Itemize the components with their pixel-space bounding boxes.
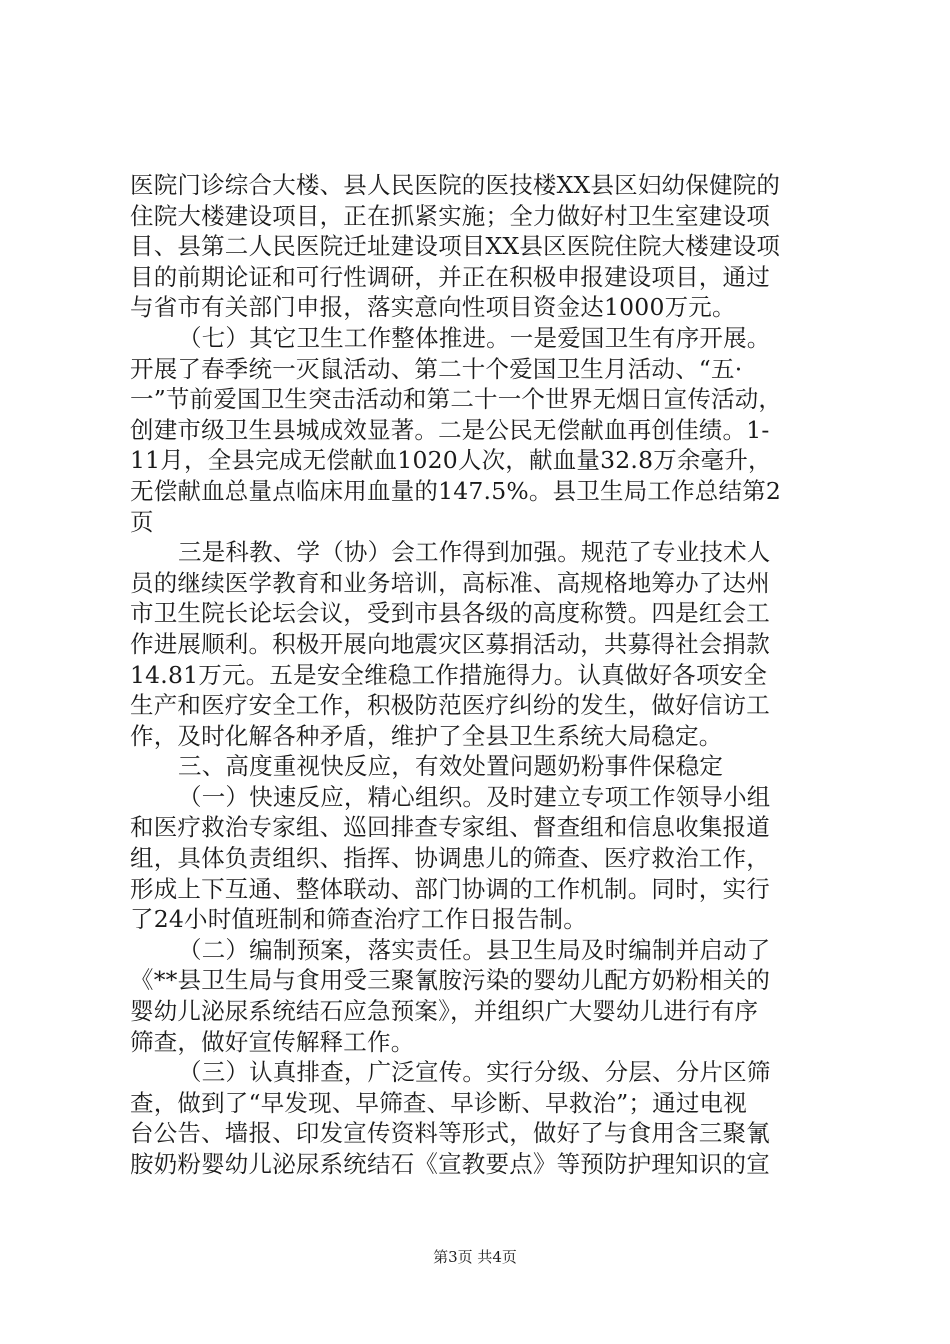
section-heading-3: 三、高度重视快反应，有效处置问题奶粉事件保稳定 (178, 752, 724, 781)
text-line: 筛查，做好宣传解释工作。 (130, 1027, 415, 1056)
text-line: 台公告、墙报、印发宣传资料等形式，做好了与食用含三聚氰 (130, 1119, 770, 1148)
paragraph-start: 三是科教、学（协）会工作得到加强。规范了专业技术人 (178, 538, 771, 567)
text-line: 形成上下互通、整体联动、部门协调的工作机制。同时，实行 (130, 874, 770, 903)
paragraph-heading-7: （七）其它卫生工作整体推进。一是爱国卫生有序开展。 (178, 323, 771, 352)
paragraph-heading-3: （三）认真排查，广泛宣传。实行分级、分层、分片区筛 (178, 1058, 771, 1087)
text-line: 市卫生院长论坛会议，受到市县各级的高度称赞。四是红会工 (130, 599, 770, 628)
text-line: 生产和医疗安全工作，积极防范医疗纠纷的发生，做好信访工 (130, 691, 770, 720)
text-line: 医院门诊综合大楼、县人民医院的医技楼XX县区妇幼保健院的 (130, 171, 781, 199)
paragraph-heading-1: （一）快速反应，精心组织。及时建立专项工作领导小组 (178, 782, 771, 811)
text-line: 住院大楼建设项目，正在抓紧实施；全力做好村卫生室建设项 (130, 201, 770, 230)
text-line: 作，及时化解各种矛盾，维护了全县卫生系统大局稳定。 (130, 721, 723, 750)
text-line: 员的继续医学教育和业务培训，高标准、高规格地筹办了达州 (130, 568, 770, 597)
text-line: 目的前期论证和可行性调研，并正在积极申报建设项目，通过 (130, 262, 770, 291)
text-line: 开展了春季统一灭鼠活动、第二十个爱国卫生月活动、“五· (130, 354, 743, 383)
text-line: 页 (130, 507, 154, 536)
text-line: 一”节前爱国卫生突击活动和第二十一个世界无烟日宣传活动， (130, 385, 783, 414)
text-line: 创建市级卫生县城成效显著。二是公民无偿献血再创佳绩。1- (130, 415, 770, 444)
text-line: 14.81万元。五是安全维稳工作措施得力。认真做好各项安全 (130, 660, 768, 689)
text-line: 了24小时值班制和筛查治疗工作日报告制。 (130, 905, 587, 934)
text-line: 和医疗救治专家组、巡回排查专家组、督查组和信息收集报道 (130, 813, 770, 842)
text-line: 查，做到了“早发现、早筛查、早诊断、早救治”；通过电视 (130, 1088, 747, 1117)
text-line: 作进展顺利。积极开展向地震灾区募捐活动，共募得社会捐款 (130, 629, 770, 658)
text-line: 目、县第二人民医院迁址建设项目XX县区医院住院大楼建设项 (130, 232, 781, 261)
text-line: 11月，全县完成无偿献血1020人次，献血量32.8万余毫升， (130, 446, 772, 475)
text-line: 《**县卫生局与食用受三聚氰胺污染的婴幼儿配方奶粉相关的 (130, 966, 771, 995)
paragraph-heading-2: （二）编制预案，落实责任。县卫生局及时编制并启动了 (178, 935, 771, 964)
text-line: 胺奶粉婴幼儿泌尿系统结石《宣教要点》等预防护理知识的宣 (130, 1150, 770, 1178)
page-footer: 第3页 共4页 (433, 1248, 517, 1266)
text-line: 婴幼儿泌尿系统结石应急预案》，并组织广大婴幼儿进行有序 (130, 997, 759, 1026)
text-line: 与省市有关部门申报，落实意向性项目资金达1000万元。 (130, 293, 736, 322)
text-line: 无偿献血总量点临床用血量的147.5%。县卫生局工作总结第2 (130, 476, 782, 505)
document-body (130, 170, 830, 1180)
text-line: 组，具体负责组织、指挥、协调患儿的筛查、医疗救治工作， (130, 844, 770, 873)
